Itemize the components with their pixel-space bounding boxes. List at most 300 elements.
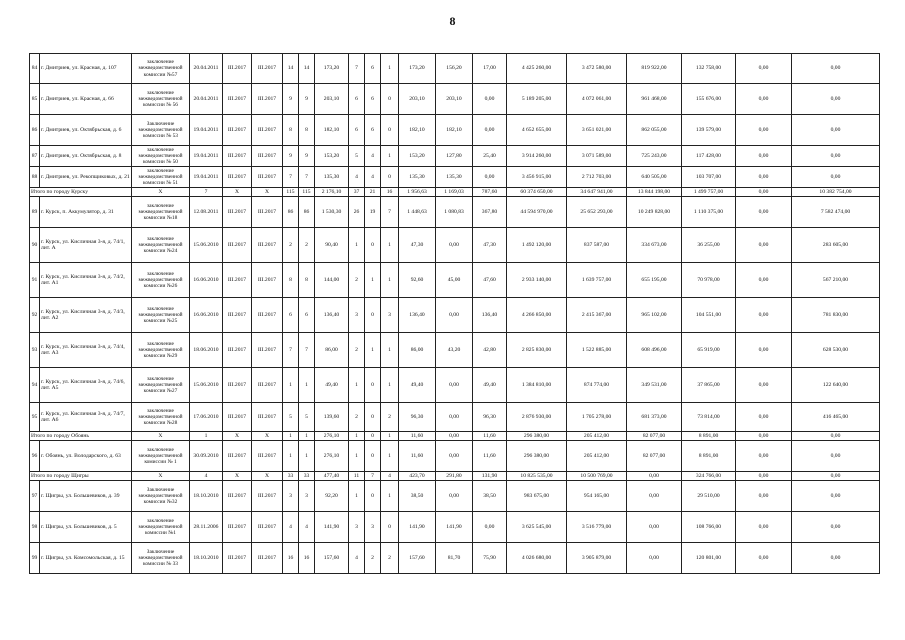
value-cell-d2: III.2017 [223,481,252,512]
value-cell-c3: 2 [349,263,365,298]
value-cell-s6: 10 382 754,00 [792,188,880,197]
value-cell-c5: 0 [381,84,399,115]
value-cell-d3: III.2017 [252,228,283,263]
value-cell-s1: 44 594 970,00 [507,197,567,228]
row-number: 93 [30,333,40,368]
value-cell-c1: 6 [283,298,299,333]
value-cell-d3: III.2017 [252,543,283,574]
value-cell-s3: 0,00 [627,543,682,574]
value-cell-d3: III.2017 [252,441,283,472]
value-cell-s4: 29 510,00 [682,481,736,512]
value-cell-c2: 115 [299,188,315,197]
value-cell-c4: 0 [365,368,381,403]
value-cell-c5: 1 [381,333,399,368]
value-cell-s3: 819 922,00 [627,54,682,84]
value-cell-c4: 0 [365,228,381,263]
value-cell-s1: 4 266 850,00 [507,298,567,333]
value-cell-area2: 135,30 [399,167,436,188]
value-cell-d3: III.2017 [252,197,283,228]
value-cell-s6: 628 530,00 [792,333,880,368]
value-cell-s1: 983 675,00 [507,481,567,512]
value-cell-d2: III.2017 [223,54,252,84]
value-cell-c1: 16 [283,543,299,574]
value-cell-d2: III.2017 [223,228,252,263]
value-cell-s4: 324 766,00 [682,472,736,481]
value-cell-s2: 1 522 885,00 [567,333,627,368]
value-cell-c3: 2 [349,403,365,432]
value-cell-area3: 0,00 [436,298,473,333]
value-cell-d3: III.2017 [252,481,283,512]
value-cell-d2: III.2017 [223,333,252,368]
value-cell-c4: 6 [365,84,381,115]
value-cell-area3: 127,80 [436,146,473,167]
value-cell-s4: 120 801,00 [682,543,736,574]
value-cell-area1: 203,10 [315,84,349,115]
value-cell-s1: 60 374 650,00 [507,188,567,197]
value-cell-area3: 43,20 [436,333,473,368]
value-cell-s2: 874 774,00 [567,368,627,403]
value-cell-s2: 2 712 703,00 [567,167,627,188]
value-cell-d1: 16.06.2010 [190,263,223,298]
document-cell: заключение межведомственной комиссии №18 [132,197,190,228]
value-cell-d1: 15.06.2010 [190,368,223,403]
total-label: Итого по городу Курску [30,188,132,197]
value-cell-s6: 567 210,00 [792,263,880,298]
value-cell-d1: 19.04.2011 [190,115,223,146]
value-cell-s2: 3 071 589,00 [567,146,627,167]
value-cell-area4: 42,80 [473,333,507,368]
value-cell-c3: 3 [349,512,365,543]
address-cell: г. Курск, ул. Кисличная 3-я, д. 74/7, лит. А6 [40,403,132,432]
value-cell-s3: 725 243,00 [627,146,682,167]
value-cell-s5: 0,00 [736,432,792,441]
value-cell-area1: 49,40 [315,368,349,403]
value-cell-c1: 1 [283,432,299,441]
row-number: 97 [30,481,40,512]
value-cell-area3: 182,10 [436,115,473,146]
value-cell-d3: III.2017 [252,146,283,167]
value-cell-d1: 19.04.2011 [190,146,223,167]
value-cell-c4: 6 [365,115,381,146]
value-cell-c2: 9 [299,84,315,115]
value-cell-c5: 1 [381,481,399,512]
table-row [30,512,880,543]
value-cell-c1: 8 [283,115,299,146]
value-cell-s4: 73 814,00 [682,403,736,432]
value-cell-c5: 3 [381,298,399,333]
total-row [30,432,880,441]
value-cell-c5: 1 [381,441,399,472]
row-number: 86 [30,115,40,146]
table-row [30,54,880,84]
value-cell-s6: 0,00 [792,472,880,481]
value-cell-c2: 7 [299,167,315,188]
value-cell-c4: 19 [365,197,381,228]
address-cell: г. Обоянь, ул. Володарского, д. 63 [40,441,132,472]
value-cell-s1: 296 380,00 [507,441,567,472]
address-cell: г. Курск, ул. Кисличная 3-я, д. 74/2, лит. А1 [40,263,132,298]
value-cell-s2: 837 587,00 [567,228,627,263]
value-cell-c3: 1 [349,432,365,441]
table-row [30,115,880,146]
value-cell-area2: 203,10 [399,84,436,115]
table-row [30,481,880,512]
value-cell-area2: 182,10 [399,115,436,146]
address-cell: г. Дмитриев, ул. Октябрьская, д. 6 [40,115,132,146]
value-cell-area1: 86,00 [315,333,349,368]
row-number: 95 [30,403,40,432]
value-cell-area3: 0,00 [436,368,473,403]
value-cell-area4: 131,90 [473,472,507,481]
value-cell-d1: 20.04.2011 [190,84,223,115]
value-cell-d1: 16.06.2010 [190,298,223,333]
value-cell-c1: 1 [283,368,299,403]
value-cell-s4: 132 758,00 [682,54,736,84]
value-cell-c5: 0 [381,167,399,188]
value-cell-area3: 45,00 [436,263,473,298]
document-cell: заключение межведомственной комиссии №25 [132,298,190,333]
value-cell-s4: 36 255,00 [682,228,736,263]
value-cell-area4: 38,50 [473,481,507,512]
value-cell-s4: 108 766,00 [682,512,736,543]
value-cell-c2: 33 [299,472,315,481]
value-cell-area4: 0,00 [473,167,507,188]
table-row [30,146,880,167]
value-cell-d3: III.2017 [252,84,283,115]
value-cell-area4: 11,60 [473,441,507,472]
value-cell-d3: X [252,472,283,481]
value-cell-area2: 157,60 [399,543,436,574]
value-cell-area4: 0,00 [473,115,507,146]
row-number: 92 [30,298,40,333]
value-cell-s4: 1 499 757,00 [682,188,736,197]
value-cell-c1: 9 [283,84,299,115]
address-cell: г. Дмитриев, ул. Рекопщиковых, д. 21 [40,167,132,188]
value-cell-s6: 416 465,00 [792,403,880,432]
value-cell-d3: III.2017 [252,512,283,543]
value-cell-c5: 2 [381,543,399,574]
value-cell-c4: 0 [365,403,381,432]
address-cell: г. Курск, ул. Кисличная 3-я, д. 74/6, лит. А5 [40,368,132,403]
document-cell: Заключение межведомственной комиссии №32 [132,481,190,512]
value-cell-s4: 139 579,00 [682,115,736,146]
value-cell-s1: 3 625 545,00 [507,512,567,543]
value-cell-area2: 96,30 [399,403,436,432]
value-cell-c3: 1 [349,481,365,512]
value-cell-area1: 1 530,30 [315,197,349,228]
value-cell-s3: 681 373,00 [627,403,682,432]
value-cell-c1: 14 [283,54,299,84]
value-cell-s5: 0,00 [736,441,792,472]
value-cell-c5: 1 [381,432,399,441]
value-cell-s1: 2 933 140,00 [507,263,567,298]
value-cell-s3: 13 844 198,00 [627,188,682,197]
value-cell-c5: 1 [381,54,399,84]
document-cell: заключение межведомственной комиссии №28 [132,403,190,432]
value-cell-s3: 608 496,00 [627,333,682,368]
value-cell-c5: 1 [381,368,399,403]
value-cell-d3: III.2017 [252,298,283,333]
value-cell-c1: 1 [283,441,299,472]
document-cell: заключение межведомственной комиссии № 50 [132,146,190,167]
row-number: 89 [30,197,40,228]
value-cell-c3: 2 [349,333,365,368]
value-cell-area3: 0,00 [436,403,473,432]
value-cell-area2: 423,70 [399,472,436,481]
value-cell-c3: 11 [349,472,365,481]
table-row [30,368,880,403]
value-cell-d3: III.2017 [252,115,283,146]
value-cell-area1: 153,20 [315,146,349,167]
value-cell-c4: 4 [365,167,381,188]
value-cell-c3: 3 [349,298,365,333]
row-number: 99 [30,543,40,574]
total-row [30,188,880,197]
value-cell-s5: 0,00 [736,403,792,432]
value-cell-area4: 25,40 [473,146,507,167]
document-cell: Заключение межведомственной комиссии № 33 [132,543,190,574]
value-cell-s2: 205 412,00 [567,441,627,472]
document-cell: заключение межведомственной комиссии №1 [132,512,190,543]
document-cell: Заключение межведомственной комиссии № 53 [132,115,190,146]
value-cell-s1: 3 914 260,00 [507,146,567,167]
value-cell-area3: 141,90 [436,512,473,543]
value-cell-s6: 0,00 [792,146,880,167]
value-cell-area2: 11,60 [399,432,436,441]
value-cell-c3: 6 [349,115,365,146]
value-cell-area2: 11,60 [399,441,436,472]
value-cell-c2: 9 [299,146,315,167]
value-cell-area3: 0,00 [436,481,473,512]
value-cell-area3: 156,20 [436,54,473,84]
value-cell-c4: 0 [365,441,381,472]
value-cell-s3: 10 249 828,00 [627,197,682,228]
value-cell-s2: 3 472 580,00 [567,54,627,84]
value-cell-area3: 81,70 [436,543,473,574]
value-cell-c2: 14 [299,54,315,84]
value-cell-area2: 173,20 [399,54,436,84]
value-cell-area1: 92,20 [315,481,349,512]
value-cell-s5: 0,00 [736,188,792,197]
value-cell-area1: 2 176,10 [315,188,349,197]
value-cell-s4: 65 919,00 [682,333,736,368]
row-number: 90 [30,228,40,263]
value-cell-s4: 117 428,00 [682,146,736,167]
value-cell-s2: 10 500 769,00 [567,472,627,481]
value-cell-c3: 1 [349,441,365,472]
value-cell-area3: 1 080,83 [436,197,473,228]
value-cell-area1: 276,10 [315,432,349,441]
value-cell-d2: III.2017 [223,146,252,167]
value-cell-d2: III.2017 [223,543,252,574]
value-cell-d3: III.2017 [252,333,283,368]
value-cell-s6: 0,00 [792,481,880,512]
document-cell: заключение межведомственной комиссии №24 [132,228,190,263]
address-cell: г. Курск, ул. Кисличная 3-я, д. 74/4, лит. А3 [40,333,132,368]
value-cell-s4: 1 110 375,00 [682,197,736,228]
value-cell-c1: 7 [283,333,299,368]
value-cell-c1: 7 [283,167,299,188]
value-cell-s1: 296 380,00 [507,432,567,441]
value-cell-s4: 104 551,00 [682,298,736,333]
value-cell-s5: 0,00 [736,368,792,403]
value-cell-c5: 1 [381,263,399,298]
value-cell-s2: 954 165,00 [567,481,627,512]
value-cell-area2: 141,90 [399,512,436,543]
value-cell-s1: 3 456 915,00 [507,167,567,188]
value-cell-c2: 16 [299,543,315,574]
value-cell-s3: 82 077,00 [627,432,682,441]
value-cell-s2: 1 705 278,00 [567,403,627,432]
value-cell-c5: 2 [381,403,399,432]
value-cell-c4: 3 [365,512,381,543]
value-cell-area2: 1 956,63 [399,188,436,197]
value-cell-d2: X [223,432,252,441]
value-cell-c1: 3 [283,481,299,512]
value-cell-area4: 0,00 [473,512,507,543]
value-cell-s4: 155 676,00 [682,84,736,115]
value-cell-d1: 18.10.2010 [190,481,223,512]
address-cell: г. Щигры, ул. Большевиков, д. 5 [40,512,132,543]
value-cell-area4: 136,40 [473,298,507,333]
value-cell-c5: 7 [381,197,399,228]
value-cell-s2: 4 072 061,00 [567,84,627,115]
value-cell-s4: 8 891,00 [682,432,736,441]
value-cell-d2: III.2017 [223,167,252,188]
value-cell-area1: 141,90 [315,512,349,543]
value-cell-s5: 0,00 [736,543,792,574]
value-cell-s3: 862 055,00 [627,115,682,146]
value-cell-c1: 2 [283,228,299,263]
value-cell-c4: 2 [365,543,381,574]
value-cell-c2: 5 [299,403,315,432]
value-cell-d1: 1 [190,432,223,441]
value-cell-area4: 47,60 [473,263,507,298]
value-cell-area1: 276,10 [315,441,349,472]
value-cell-c5: 0 [381,512,399,543]
value-cell-c3: 4 [349,543,365,574]
value-cell-c2: 1 [299,368,315,403]
value-cell-d2: III.2017 [223,263,252,298]
value-cell-s5: 0,00 [736,84,792,115]
value-cell-s1: 2 825 830,00 [507,333,567,368]
table-row [30,84,880,115]
value-cell-d2: III.2017 [223,368,252,403]
value-cell-c2: 6 [299,298,315,333]
value-cell-s2: 3 651 021,00 [567,115,627,146]
value-cell-c4: 1 [365,333,381,368]
value-cell-c2: 86 [299,197,315,228]
value-cell-s3: 0,00 [627,512,682,543]
value-cell-d1: 28.11.2006 [190,512,223,543]
row-number: 98 [30,512,40,543]
value-cell-s6: 7 582 474,00 [792,197,880,228]
value-cell-d2: X [223,188,252,197]
value-cell-s5: 0,00 [736,197,792,228]
value-cell-s2: 3 905 879,00 [567,543,627,574]
value-cell-d2: III.2017 [223,403,252,432]
table-row [30,167,880,188]
value-cell-s5: 0,00 [736,512,792,543]
value-cell-s2: 2 415 367,00 [567,298,627,333]
value-cell-c3: 7 [349,54,365,84]
value-cell-d3: X [252,188,283,197]
value-cell-area3: 0,00 [436,432,473,441]
value-cell-s6: 0,00 [792,167,880,188]
value-cell-s5: 0,00 [736,481,792,512]
value-cell-s2: 205 412,00 [567,432,627,441]
value-cell-s6: 122 640,00 [792,368,880,403]
value-cell-c2: 4 [299,512,315,543]
page-number: 8 [449,14,456,28]
value-cell-s2: 1 639 757,00 [567,263,627,298]
document-cell: заключение межведомственной комиссии №27 [132,368,190,403]
value-cell-d3: X [252,432,283,441]
value-cell-d1: 19.04.2011 [190,167,223,188]
value-cell-d3: III.2017 [252,263,283,298]
value-cell-d2: III.2017 [223,197,252,228]
value-cell-c2: 7 [299,333,315,368]
value-cell-c5: 1 [381,228,399,263]
value-cell-d1: 4 [190,472,223,481]
value-cell-s4: 8 891,00 [682,441,736,472]
value-cell-s1: 1 492 120,00 [507,228,567,263]
document-cell: заключение межведомственной комиссии №26 [132,263,190,298]
value-cell-d1: 7 [190,188,223,197]
value-cell-s1: 10 825 535,00 [507,472,567,481]
value-cell-area3: 203,10 [436,84,473,115]
value-cell-c4: 4 [365,146,381,167]
value-cell-s5: 0,00 [736,146,792,167]
value-cell-s3: 334 673,00 [627,228,682,263]
value-cell-c5: 16 [381,188,399,197]
value-cell-c1: 4 [283,512,299,543]
value-cell-s5: 0,00 [736,263,792,298]
value-cell-area4: 787,60 [473,188,507,197]
value-cell-area3: 1 169,03 [436,188,473,197]
value-cell-c2: 8 [299,115,315,146]
value-cell-s4: 70 978,00 [682,263,736,298]
value-cell-area1: 139,60 [315,403,349,432]
value-cell-area2: 38,50 [399,481,436,512]
housing-table-container [29,53,879,574]
value-cell-d1: 17.06.2010 [190,403,223,432]
value-cell-c3: 1 [349,368,365,403]
value-cell-c1: 9 [283,146,299,167]
value-cell-area4: 367,80 [473,197,507,228]
value-cell-s6: 0,00 [792,543,880,574]
value-cell-s6: 283 605,00 [792,228,880,263]
address-cell: г. Щигры, ул. Комсомольская, д. 15 [40,543,132,574]
value-cell-area4: 17,00 [473,54,507,84]
document-cell: заключение межведомственной комиссии № 1 [132,441,190,472]
value-cell-s1: 2 876 930,00 [507,403,567,432]
value-cell-s3: 82 077,00 [627,441,682,472]
value-cell-s6: 0,00 [792,54,880,84]
value-cell-c3: 26 [349,197,365,228]
value-cell-s3: 961 468,00 [627,84,682,115]
value-cell-s6: 0,00 [792,115,880,146]
value-cell-area2: 1 448,63 [399,197,436,228]
value-cell-c4: 0 [365,298,381,333]
value-cell-area4: 49,40 [473,368,507,403]
row-number: 84 [30,54,40,84]
table-row [30,441,880,472]
value-cell-s1: 5 189 205,00 [507,84,567,115]
value-cell-c2: 2 [299,228,315,263]
address-cell: г. Щигры, ул. Большевиков, д. 39 [40,481,132,512]
value-cell-s5: 0,00 [736,333,792,368]
